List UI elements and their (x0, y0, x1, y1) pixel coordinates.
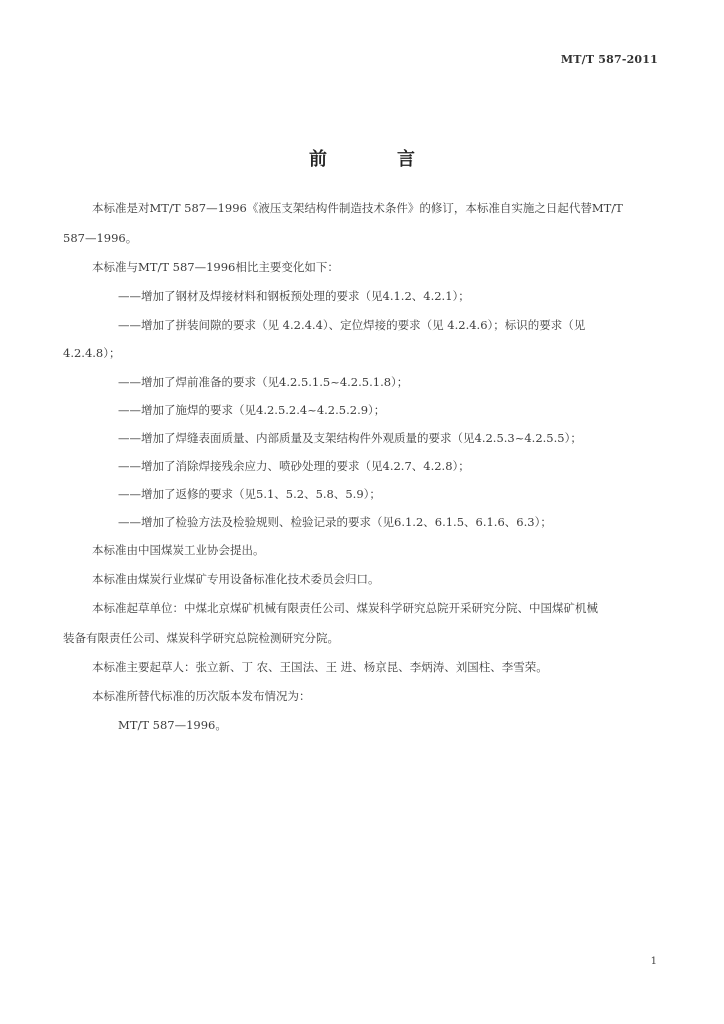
change-item-3: ——增加了焊前准备的要求（见4.2.5.1.5~4.2.5.1.8）； (118, 375, 409, 389)
paragraph-1-line-1: 本标准是对MT/T 587—1996《液压支架结构件制造技术条件》的修订，本标准自实施之日起代替MT/T (92, 201, 623, 215)
paragraph-drafting-units-line-2: 装备有限责任公司、煤炭科学研究总院检测研究分院。 (63, 631, 339, 645)
change-item-2-line-1: ——增加了拼装间隙的要求（见 4.2.4.4）、定位焊接的要求（见 4.2.4.6）；标识的要求（见 (118, 318, 586, 332)
paragraph-main-drafters: 本标准主要起草人：张立新、丁 农、王国法、王 进、杨京昆、李炳涛、刘国柱、李雪荣。 (92, 660, 548, 674)
paragraph-history-item: MT/T 587—1996。 (118, 718, 227, 732)
change-item-7: ——增加了返修的要求（见5.1、5.2、5.8、5.9）； (118, 487, 381, 501)
standard-code: MT/T 587-2011 (560, 53, 658, 66)
paragraph-under-jurisdiction: 本标准由煤炭行业煤矿专用设备标准化技术委员会归口。 (92, 572, 380, 586)
paragraph-2: 本标准与MT/T 587—1996相比主要变化如下： (92, 260, 339, 274)
paragraph-1-line-2: 587—1996。 (63, 231, 138, 245)
paragraph-drafting-units-line-1: 本标准起草单位：中煤北京煤矿机械有限责任公司、煤炭科学研究总院开采研究分院、中国煤矿机械 (92, 601, 598, 615)
change-item-1: ——增加了钢材及焊接材料和钢板预处理的要求（见4.1.2、4.2.1）； (118, 289, 470, 303)
change-item-4: ——增加了施焊的要求（见4.2.5.2.4~4.2.5.2.9）； (118, 403, 386, 417)
paragraph-proposed-by: 本标准由中国煤炭工业协会提出。 (92, 543, 265, 557)
change-item-5: ——增加了焊缝表面质量、内部质量及支架结构件外观质量的要求（见4.2.5.3~4.2.5.5）； (118, 431, 582, 445)
page-number: 1 (650, 956, 657, 967)
change-item-2-line-2: 4.2.4.8）； (63, 346, 121, 360)
page-title (0, 145, 724, 171)
title-char-1: 前 (309, 149, 327, 170)
change-item-8: ——增加了检验方法及检验规则、检验记录的要求（见6.1.2、6.1.5、6.1.6、6.3）； (118, 515, 552, 529)
change-item-6: ——增加了消除焊接残余应力、喷砂处理的要求（见4.2.7、4.2.8）； (118, 459, 470, 473)
title-char-2: 言 (397, 149, 415, 170)
paragraph-history-intro: 本标准所替代标准的历次版本发布情况为： (92, 689, 311, 703)
